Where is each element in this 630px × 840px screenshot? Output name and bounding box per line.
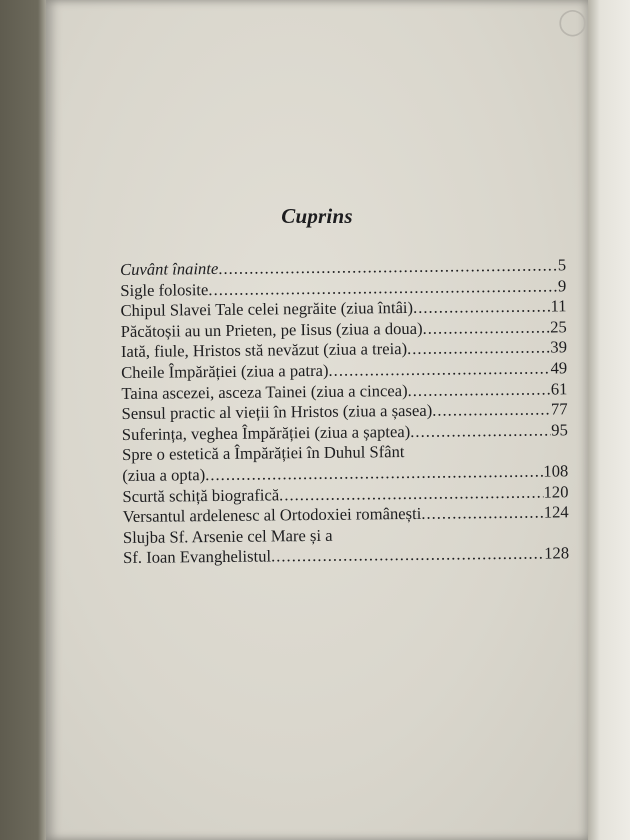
toc-entry-title: Taina ascezei, asceza Tainei (ziua a cincea) bbox=[121, 380, 408, 403]
dot-leader bbox=[271, 544, 544, 567]
toc-entry-page: 39 bbox=[550, 337, 568, 357]
dot-leader bbox=[422, 317, 550, 339]
table-of-contents bbox=[120, 255, 569, 569]
toc-entry bbox=[123, 544, 569, 569]
book-page bbox=[46, 0, 588, 840]
corner-stamp-icon: ◯ bbox=[558, 6, 588, 36]
toc-entry-title: Sf. Ioan Evanghelistul bbox=[123, 546, 272, 568]
toc-entry-page: 95 bbox=[551, 420, 568, 440]
dot-leader bbox=[413, 297, 551, 319]
toc-entry-title: Sensul practic al vieții în Hristos (ziua a șasea) bbox=[121, 400, 433, 424]
toc-entry-page: 9 bbox=[557, 275, 567, 296]
dot-leader bbox=[279, 482, 544, 505]
toc-entry-page: 61 bbox=[550, 378, 568, 399]
toc-entry-title: Păcătoșii au un Prieten, pe Iisus (ziua a doua) bbox=[120, 318, 423, 341]
dot-leader bbox=[421, 503, 544, 525]
toc-entry-title: Scurtă schiță biografică bbox=[122, 484, 280, 506]
page-title: Cuprins bbox=[281, 204, 353, 228]
toc-entry-page: 77 bbox=[550, 399, 568, 419]
toc-entry-page: 108 bbox=[543, 461, 569, 481]
dot-leader bbox=[328, 358, 550, 381]
toc-entry-page: 120 bbox=[543, 481, 569, 502]
toc-entry-title: Cheile Împărăției (ziua a patra) bbox=[121, 360, 329, 382]
toc-entry-title-line1: Slujba Sf. Arsenie cel Mare și a bbox=[122, 525, 333, 547]
dot-leader bbox=[407, 379, 550, 401]
toc-entry-title: Suferința, veghea Împărăției (ziua a șaptea) bbox=[121, 421, 411, 444]
toc-entry-title: Versantul ardelenesc al Ortodoxiei românești bbox=[122, 503, 422, 527]
toc-entry-title: Chipul Slavei Tale celei negrăite (ziua întâi) bbox=[120, 298, 414, 321]
toc-entry-page: 5 bbox=[557, 255, 567, 275]
toc-entry-title: Sigle folosite bbox=[120, 279, 209, 300]
dot-leader bbox=[432, 400, 551, 422]
toc-entry-page: 25 bbox=[550, 317, 567, 337]
toc-entry-page: 11 bbox=[550, 296, 567, 316]
toc-entry-page: 128 bbox=[544, 543, 570, 563]
toc-entry-title: Iată, fiule, Hristos stă nevăzut (ziua a treia) bbox=[120, 339, 408, 362]
dot-leader bbox=[407, 338, 550, 360]
dot-leader bbox=[410, 420, 551, 442]
toc-entry-title-line1: Spre o estetică a Împărăției în Duhul Sfânt bbox=[121, 442, 405, 465]
toc-entry-page: 124 bbox=[543, 502, 569, 522]
toc-entry-page: 49 bbox=[550, 358, 568, 378]
toc-entry-title: (ziua a opta) bbox=[122, 465, 206, 485]
toc-entry-title: Cuvânt înainte bbox=[120, 258, 219, 279]
